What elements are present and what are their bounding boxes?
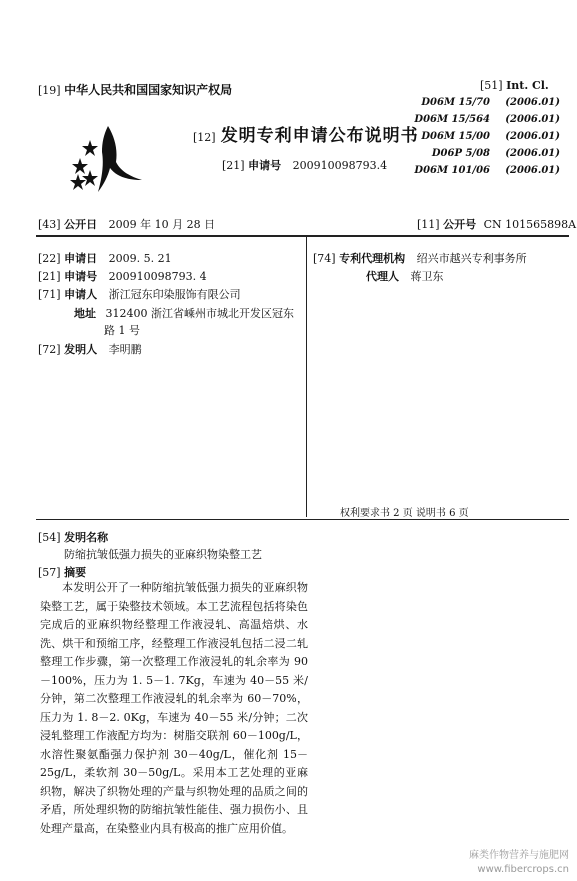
mid-divider <box>36 519 569 520</box>
watermark-line-2: www.fibercrops.cn <box>477 864 569 875</box>
agency: 绍兴市越兴专利事务所 <box>416 252 527 265</box>
header-app-no-line <box>222 157 387 173</box>
pub-no: CN 101565898A <box>483 218 577 231</box>
cnipa-emblem-icon <box>68 118 148 198</box>
address-1: 312400 浙江省嵊州市城北开发区冠东 <box>105 307 294 320</box>
agent: 蒋卫东 <box>410 270 444 283</box>
app-no: 200910098793. 4 <box>108 270 207 283</box>
agent-line: 代理人 蒋卫东 <box>366 270 444 283</box>
int-cl-label: Int. Cl. <box>506 79 549 92</box>
header-app-no-label: 申请号 <box>248 159 282 172</box>
pub-no-label: 公开号 <box>443 218 477 231</box>
int-cl-header <box>480 79 549 92</box>
office-line <box>38 81 232 98</box>
app-no-line: [21] 申请号 200910098793. 4 <box>38 270 207 283</box>
pub-no-code: [11] <box>417 218 440 231</box>
address-line: 地址 312400 浙江省嵊州市城北开发区冠东 <box>74 307 294 320</box>
inventor-line: [72] 发明人 李明鹏 <box>38 343 142 356</box>
applicant: 浙江冠东印染服饰有限公司 <box>108 288 241 301</box>
emblem-star <box>82 140 98 156</box>
page-count: 权利要求书 2 页 说明书 6 页 <box>340 508 469 519</box>
emblem-flame <box>98 126 142 192</box>
pub-date-code: [43] <box>38 218 61 231</box>
inventor: 李明鹏 <box>108 343 142 356</box>
pub-date: 2009 年 10 月 28 日 <box>108 218 216 231</box>
int-cl-row: D06M 101/06 (2006.01) <box>414 165 560 176</box>
doc-type-line <box>193 121 419 146</box>
abstract-text: 本发明公开了一种防缩抗皱低强力损失的亚麻织物染整工艺，属于染整技术领域。本工艺流程包括将染色完成后的亚麻织物经整理工作液浸轧、高温焙烘、水洗、烘干和预缩工序，经整理工作液浸轧包括二浸二轧整理工作步骤，第一次整理工作液浸轧的轧余率为 90－100%，压力为 1. 5－1. 7Kg，车速为 40－55 米/分钟，第二次整理工作液浸轧的轧余率为 60－70%，压力为 1. 8－2. 0Kg，车速为 40－55 米/分钟；二次浸轧整理工作液配方均为：树脂交联剂 60－100g/L，水溶性聚氨酯强力保护剂 30－40g/L，催化剂 15－25g/L，柔软剂 30－50g/L。采用本工艺处理的亚麻织物，解决了织物处理的产量与织物处理的品质之间的矛盾，所处理织物的防缩抗皱性能佳、强力损伤小、且处理产量高，在染整业内具有极高的推广应用价值。 <box>40 581 308 835</box>
agency-line: [74] 专利代理机构 绍兴市越兴专利事务所 <box>313 252 527 265</box>
watermark-line-1: 麻类作物营养与施肥网 <box>469 850 569 861</box>
address-line-2: 路 1 号 <box>104 324 140 337</box>
header-app-no: 200910098793.4 <box>292 159 388 172</box>
office-name: 中华人民共和国国家知识产权局 <box>64 83 233 97</box>
invention-title: 防缩抗皱低强力损失的亚麻织物染整工艺 <box>64 548 262 561</box>
pub-date-line <box>38 216 215 232</box>
filing-date: 2009. 5. 21 <box>108 252 172 265</box>
office-code: [19] <box>38 84 61 97</box>
emblem-star <box>72 158 88 174</box>
filing-date-line: [22] 申请日 2009. 5. 21 <box>38 252 172 265</box>
applicant-line: [71] 申请人 浙江冠东印染服饰有限公司 <box>38 288 241 301</box>
site-watermark <box>469 849 569 877</box>
abstract-label-line: [57] 摘要 <box>38 566 87 579</box>
pub-date-label: 公开日 <box>64 218 98 231</box>
top-divider <box>36 235 569 237</box>
int-cl-code: [51] <box>480 79 503 92</box>
doc-type-title: 发明专利申请公布说明书 <box>220 126 419 146</box>
pub-no-line <box>417 216 576 232</box>
int-cl-row: D06M 15/00 (2006.01) <box>421 131 560 142</box>
doc-type-code: [12] <box>193 131 216 144</box>
int-cl-row: D06M 15/70 (2006.01) <box>421 97 560 108</box>
header-app-no-code: [21] <box>222 159 245 172</box>
title-label-line: [54] 发明名称 <box>38 531 109 544</box>
column-divider <box>306 237 307 517</box>
int-cl-row: D06M 15/564 (2006.01) <box>414 114 560 125</box>
int-cl-row: D06P 5/08 (2006.01) <box>431 148 560 159</box>
